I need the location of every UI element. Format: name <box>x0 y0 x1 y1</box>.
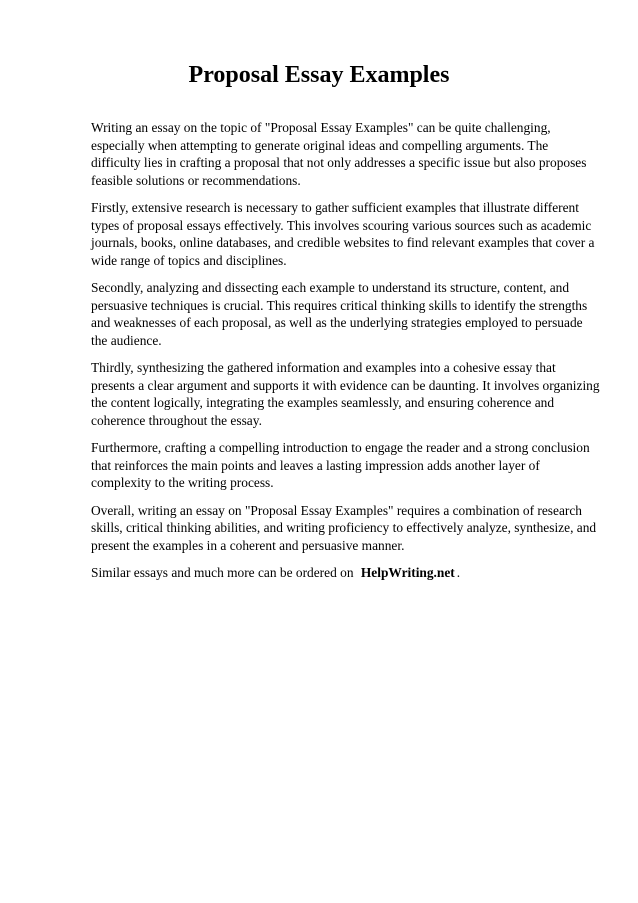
paragraph-2: Firstly, extensive research is necessary to gather sufficient examples that illustrate different types of proposal essays effectively. This involves scouring various sources such as academic journals, books, online databases, and credible websites to find relevant examples that cover a wide range of topics and disciplines. <box>91 200 595 268</box>
document-body <box>91 119 601 582</box>
helpwriting-link[interactable]: HelpWriting.net <box>360 565 455 580</box>
paragraph-6: Overall, writing an essay on "Proposal Essay Examples" requires a combination of research skills, critical thinking abilities, and writing proficiency to effectively analyze, synthesize, and present the examples in a coherent and persuasive manner. <box>91 502 597 553</box>
closing-prefix: Similar essays and much more can be ordered on <box>91 565 354 580</box>
document-title: Proposal Essay Examples <box>188 62 450 88</box>
paragraph-1: Writing an essay on the topic of "Proposal Essay Examples" can be quite challenging, especially when attempting to generate original ideas and compelling arguments. The difficulty lies in crafting a proposal that not only addresses a specific issue but also proposes feasible solutions or recommendations. <box>91 120 587 188</box>
paragraph-4: Thirdly, synthesizing the gathered information and examples into a cohesive essay that presents a clear argument and supports it with evidence can be daunting. It involves organizing the content logically, integrating the examples seamlessly, and ensuring coherence and coherence throughout the essay. <box>91 360 600 428</box>
paragraph-3: Secondly, analyzing and dissecting each example to understand its structure, content, and persuasive techniques is crucial. This requires critical thinking skills to identify the strengths and weaknesses of each proposal, as well as the underlying strategies employed to persuade the audience. <box>91 280 588 348</box>
closing-line <box>91 564 601 582</box>
paragraph-5: Furthermore, crafting a compelling introduction to engage the reader and a strong conclusion that reinforces the main points and leaves a lasting impression adds another layer of complexity to the writing process. <box>91 440 590 490</box>
closing-suffix: . <box>456 565 461 580</box>
